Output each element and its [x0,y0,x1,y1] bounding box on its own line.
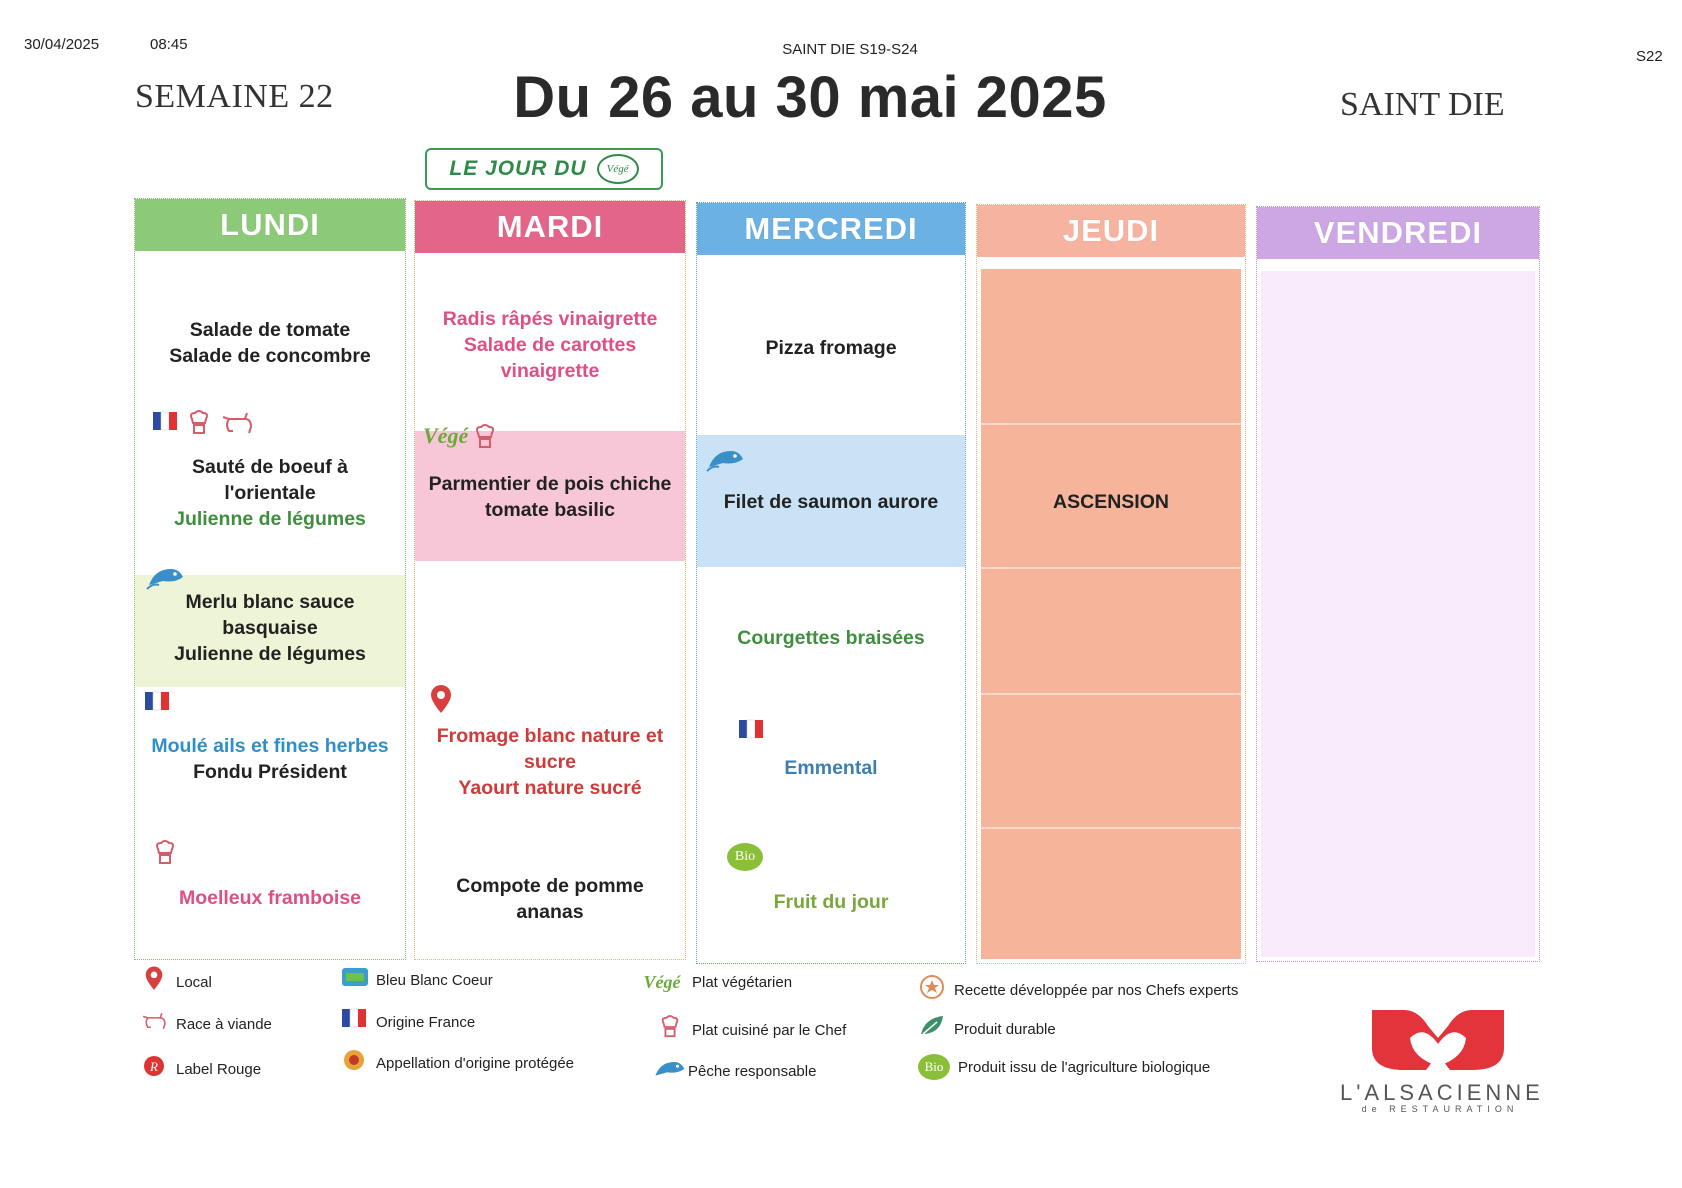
menu-item: Salade de tomate [189,319,351,341]
day-header-lundi: LUNDI [135,199,405,251]
bio-icon: Bio [918,1054,950,1080]
chef-icon [187,409,211,441]
flag-france-icon [143,689,173,719]
menu-item: l'orientale [224,482,316,504]
label-rouge-icon [140,1054,168,1084]
legend-origine [340,1006,475,1038]
divider [981,693,1241,695]
lundi-plat1 [141,454,399,532]
legend-label: Plat végétarien [692,974,793,991]
flag-france-icon [340,1006,368,1038]
bio-icon: Bio [727,843,763,871]
mardi-dessert [421,873,679,925]
lundi-entree [141,317,399,369]
legend-chef [656,1014,846,1046]
divider [981,567,1241,569]
jeudi-holiday: ASCENSION [1053,491,1169,513]
menu-item: ananas [516,901,584,923]
menu-item: Fondu Président [193,761,347,783]
svg-text:R: R [150,1059,158,1074]
week-label: SEMAINE 22 [135,78,334,115]
print-date: 30/04/2025 [24,36,100,53]
vege-day-badge [425,148,663,190]
company-subtitle: de RESTAURATION [1361,1104,1519,1114]
flag-france-icon [737,717,767,747]
day-header-vendredi: VENDREDI [1257,207,1539,259]
column-lundi [134,198,406,960]
vege-day-text: LE JOUR DU [449,157,587,180]
mercredi-dessert: Fruit du jour [773,891,889,913]
menu-item: Julienne de légumes [174,508,366,530]
menu-item: Yaourt nature sucré [458,777,642,799]
menu-item: tomate basilic [484,499,616,521]
divider [981,827,1241,829]
print-time: 08:45 [150,36,188,53]
divider [981,423,1241,425]
legend-label: Appellation d'origine protégée [376,1054,575,1072]
site-period-label: SAINT DIE S19-S24 [782,41,918,58]
vege-icon: Végé [423,423,469,448]
vege-icon: Végé [643,972,681,992]
menu-item: sucre [523,751,577,773]
menu-item: Merlu blanc sauce [185,591,355,613]
aop-icon [340,1048,368,1078]
menu-item: Julienne de légumes [174,643,366,665]
legend-label: Pêche responsable [688,1062,817,1080]
legend-durable [918,1014,1056,1044]
column-mardi [414,200,686,960]
holiday-background [981,269,1241,959]
page-code: S22 [1636,48,1663,65]
mercredi-fromage: Emmental [784,757,878,779]
cow-icon [219,409,255,441]
column-vendredi [1256,206,1540,962]
lundi-dessert: Moelleux framboise [178,887,362,909]
fish-icon [652,1054,680,1088]
lundi-plat2 [141,589,399,667]
company-name: L'ALSACIENNE [1340,1080,1544,1105]
mardi-laitage [421,723,679,801]
leaf-icon [918,1014,946,1044]
page-title: Du 26 au 30 mai 2025 [513,65,1107,130]
legend-vege [640,972,792,993]
menu-item: Compote de pomme [456,875,644,897]
legend-label-rouge [140,1054,261,1084]
legend-bbc [340,964,493,996]
mardi-entree [421,306,679,384]
menu-item: Salade de carottes [463,334,637,356]
legend-label: Local [176,973,212,991]
alsacienne-logo-mark [1368,1008,1508,1072]
bleu-blanc-coeur-icon [340,964,368,996]
day-header-mercredi: MERCREDI [697,203,965,255]
chef-icon [473,423,497,455]
site-name: SAINT DIE [1340,86,1505,123]
legend-aop [340,1048,574,1078]
legend-race [140,1010,272,1038]
location-pin-icon [140,966,168,998]
menu-item: Moulé ails et fines herbes [151,735,389,757]
legend-recette [918,974,1238,1006]
menu-item: Radis râpés vinaigrette [442,308,658,330]
legend-bio [918,1054,1210,1080]
mercredi-plat: Filet de saumon aurore [723,491,939,513]
legend-label: Produit issu de l'agriculture biologique [958,1058,1211,1076]
flag-france-icon [151,409,181,439]
day-header-jeudi: JEUDI [977,205,1245,257]
legend-peche [652,1054,816,1088]
legend-label: Origine France [376,1013,476,1031]
chef-icon [153,839,177,871]
menu-item: Sauté de boeuf à [191,456,349,478]
legend-label: Label Rouge [176,1060,262,1078]
menu-item: basquaise [222,617,318,639]
column-mercredi [696,202,966,964]
mercredi-entree: Pizza fromage [765,337,897,359]
day-header-mardi: MARDI [415,201,685,253]
cow-icon [140,1010,168,1038]
legend-label: Bleu Blanc Coeur [376,971,493,989]
chef-icon [656,1014,684,1046]
legend-label: Plat cuisiné par le Chef [692,1021,847,1039]
menu-item: vinaigrette [500,360,600,382]
location-pin-icon [429,685,453,719]
mardi-plat [421,471,679,523]
legend-local [140,966,212,998]
legend-label: Race à viande [176,1015,272,1033]
star-badge-icon [918,974,946,1006]
menu-item: Salade de concombre [169,345,371,367]
column-jeudi [976,204,1246,964]
legend-label: Recette développée par nos Chefs experts [954,981,1239,999]
lundi-fromage [141,733,399,785]
empty-day-background [1261,271,1535,957]
fish-icon [705,443,745,477]
mercredi-side: Courgettes braisées [737,627,925,649]
menu-item: Parmentier de pois chiche [428,473,672,495]
vege-seal-icon: Végé [597,154,639,184]
legend-label: Produit durable [954,1020,1056,1038]
menu-item: Fromage blanc nature et [436,725,664,747]
